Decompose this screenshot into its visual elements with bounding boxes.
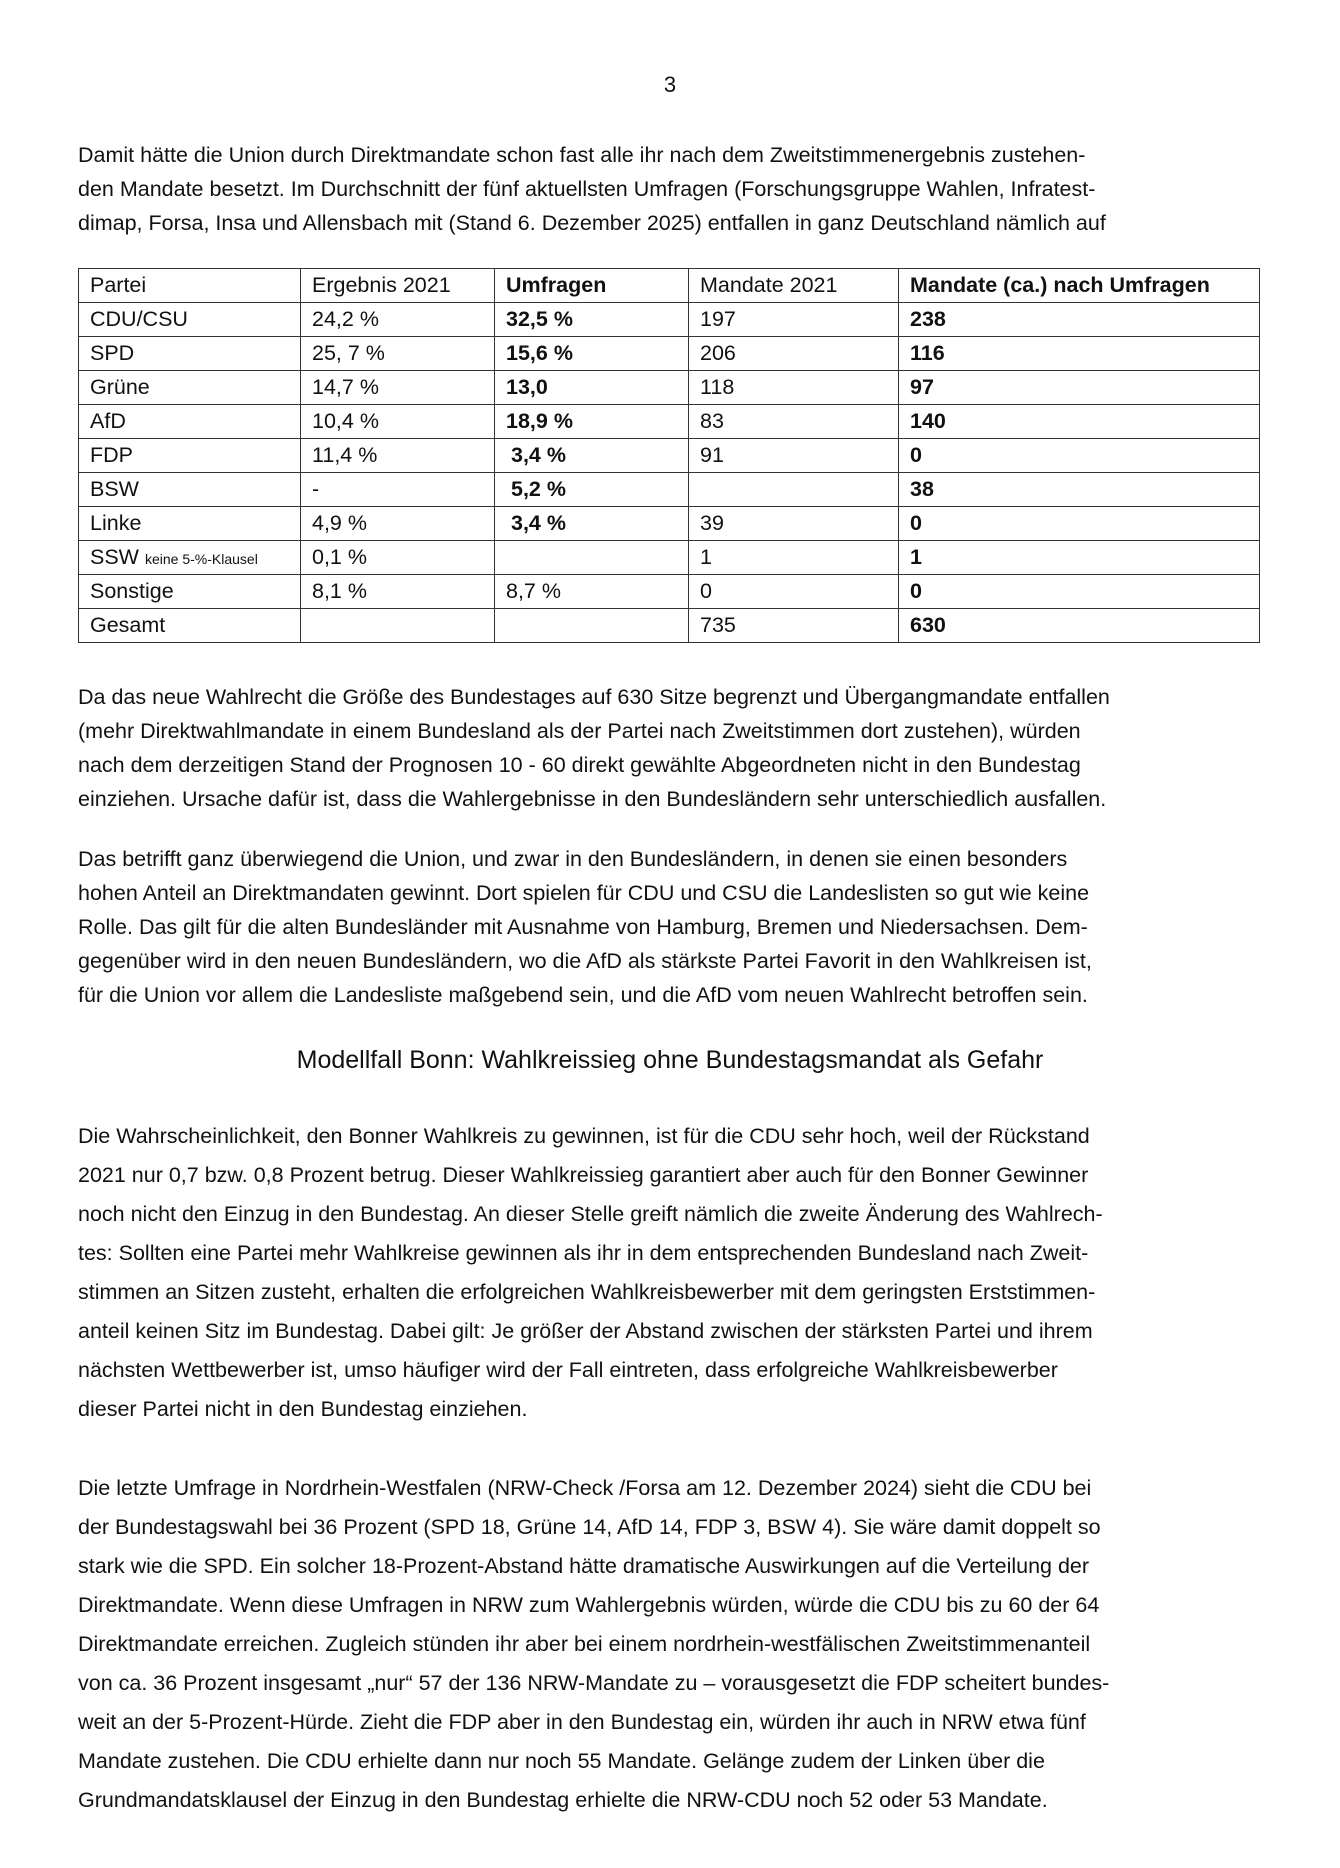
page-number: 3 xyxy=(663,72,677,97)
cell-ergebnis: 14,7 % xyxy=(301,371,495,405)
header-umfragen: Umfragen xyxy=(495,269,689,303)
cell-mandate-nach: 116 xyxy=(899,337,1260,371)
text-line: nach dem derzeitigen Stand der Prognosen 10 - 60 direkt gewählte Abgeordneten nicht in den Bundestag xyxy=(78,753,1081,777)
text-line: nächsten Wettbewerber ist, umso häufiger wird der Fall eintreten, dass erfolgreiche Wahlkreisbewerber xyxy=(78,1358,1058,1382)
header-ergebnis-2021: Ergebnis 2021 xyxy=(301,269,495,303)
cell-mandate-nach: 97 xyxy=(899,371,1260,405)
cell-party: Sonstige xyxy=(79,575,301,609)
text-line: von ca. 36 Prozent insgesamt „nur“ 57 der 136 NRW-Mandate zu – vorausgesetzt die FDP scheitert bundes- xyxy=(78,1671,1110,1695)
cell-party: Linke xyxy=(79,507,301,541)
section-heading: Modellfall Bonn: Wahlkreissieg ohne Bundestagsmandat als Gefahr xyxy=(296,1046,1044,1074)
cell-party: SSW xyxy=(90,545,139,569)
table-header-row xyxy=(79,269,1260,303)
text-line: weit an der 5-Prozent-Hürde. Zieht die FDP aber in den Bundestag ein, würden ihr auch in NRW etwa fünf xyxy=(78,1710,1086,1734)
cell-umfragen: 15,6 % xyxy=(495,337,689,371)
seat-projection-table xyxy=(78,268,1260,643)
cell-ergebnis: - xyxy=(301,473,495,507)
text-line: dieser Partei nicht in den Bundestag einziehen. xyxy=(78,1397,528,1421)
cell-mandate-nach: 0 xyxy=(899,439,1260,473)
header-mandate-2021: Mandate 2021 xyxy=(689,269,899,303)
cell-ergebnis: 25, 7 % xyxy=(301,337,495,371)
intro-paragraph xyxy=(78,138,1268,240)
cell-party-with-note xyxy=(79,541,301,575)
cell-mandate-nach: 1 xyxy=(899,541,1260,575)
cell-mandate-2021: 91 xyxy=(689,439,899,473)
cell-mandate-nach: 140 xyxy=(899,405,1260,439)
cell-umfragen: 13,0 xyxy=(495,371,689,405)
text-line: Direktmandate erreichen. Zugleich stünden ihr aber bei einem nordrhein-westfälischen Zweitstimmenanteil xyxy=(78,1632,1091,1656)
text-line: stark wie die SPD. Ein solcher 18-Prozent-Abstand hätte dramatische Auswirkungen auf die Verteilung der xyxy=(78,1554,1090,1578)
clause-note: keine 5-%-Klausel xyxy=(144,551,258,567)
text-line: Damit hätte die Union durch Direktmandate schon fast alle ihr nach dem Zweitstimmenergebnis zustehen- xyxy=(78,143,1086,167)
cell-mandate-2021: 0 xyxy=(689,575,899,609)
text-line: hohen Anteil an Direktmandaten gewinnt. Dort spielen für CDU und CSU die Landeslisten so gut wie keine xyxy=(78,881,1090,905)
text-line: den Mandate besetzt. Im Durchschnitt der fünf aktuellsten Umfragen (Forschungsgruppe Wahlen, Infratest- xyxy=(78,177,1096,201)
text-line: Da das neue Wahlrecht die Größe des Bundestages auf 630 Sitze begrenzt und Übergangmandate entfallen xyxy=(78,685,1110,709)
text-line: 2021 nur 0,7 bzw. 0,8 Prozent betrug. Dieser Wahlkreissieg garantiert aber auch für den Bonner Gewinner xyxy=(78,1163,1089,1187)
text-line: Rolle. Das gilt für die alten Bundesländer mit Ausnahme von Hamburg, Bremen und Niedersachsen. Dem- xyxy=(78,915,1088,939)
table-row xyxy=(79,473,1260,507)
cell-umfragen xyxy=(495,541,689,575)
paragraph-union xyxy=(78,842,1268,1012)
cell-party: Grüne xyxy=(79,371,301,405)
cell-mandate-2021 xyxy=(689,473,899,507)
cell-umfragen: 18,9 % xyxy=(495,405,689,439)
table-row xyxy=(79,541,1260,575)
table-row xyxy=(79,507,1260,541)
cell-ergebnis xyxy=(301,609,495,643)
table-row xyxy=(79,609,1260,643)
text-line: Direktmandate. Wenn diese Umfragen in NRW zum Wahlergebnis würden, würde die CDU bis zu 60 der 64 xyxy=(78,1593,1100,1617)
cell-umfragen xyxy=(495,609,689,643)
text-line: für die Union vor allem die Landesliste maßgebend sein, und die AfD vom neuen Wahlrecht betroffen sein. xyxy=(78,983,1088,1007)
text-line: Das betrifft ganz überwiegend die Union, und zwar in den Bundesländern, in denen sie einen besonders xyxy=(78,847,1068,871)
cell-mandate-2021: 197 xyxy=(689,303,899,337)
paragraph-bonn xyxy=(78,1117,1268,1429)
cell-party: CDU/CSU xyxy=(79,303,301,337)
cell-umfragen: 32,5 % xyxy=(495,303,689,337)
text-line: Die letzte Umfrage in Nordrhein-Westfalen (NRW-Check /Forsa am 12. Dezember 2024) sieht die CDU bei xyxy=(78,1476,1092,1500)
cell-mandate-nach: 38 xyxy=(899,473,1260,507)
text-line: anteil keinen Sitz im Bundestag. Dabei gilt: Je größer der Abstand zwischen der stärksten Partei und ihrem xyxy=(78,1319,1093,1343)
text-line: stimmen an Sitzen zusteht, erhalten die erfolgreichen Wahlkreisbewerber mit dem geringsten Erststimmen- xyxy=(78,1280,1096,1304)
cell-ergebnis: 4,9 % xyxy=(301,507,495,541)
cell-mandate-2021: 39 xyxy=(689,507,899,541)
cell-mandate-2021: 206 xyxy=(689,337,899,371)
text-line: einziehen. Ursache dafür ist, dass die Wahlergebnisse in den Bundesländern sehr unterschiedlich ausfallen. xyxy=(78,787,1107,811)
cell-party: Gesamt xyxy=(79,609,301,643)
text-line: noch nicht den Einzug in den Bundestag. An dieser Stelle greift nämlich die zweite Änderung des Wahlrech- xyxy=(78,1202,1103,1226)
table-row xyxy=(79,405,1260,439)
text-line: (mehr Direktwahlmandate in einem Bundesland als der Partei nach Zweitstimmen dort zustehen), würden xyxy=(78,719,1081,743)
table-row xyxy=(79,439,1260,473)
table-row xyxy=(79,575,1260,609)
text-line: der Bundestagswahl bei 36 Prozent (SPD 18, Grüne 14, AfD 14, FDP 3, BSW 4). Sie wäre damit doppelt so xyxy=(78,1515,1101,1539)
text-line: tes: Sollten eine Partei mehr Wahlkreise gewinnen als ihr in dem entsprechenden Bundesland nach Zweit- xyxy=(78,1241,1089,1265)
cell-ergebnis: 11,4 % xyxy=(301,439,495,473)
cell-ergebnis: 24,2 % xyxy=(301,303,495,337)
cell-party: BSW xyxy=(79,473,301,507)
text-line: gegenüber wird in den neuen Bundesländern, wo die AfD als stärkste Partei Favorit in den Wahlkreisen ist, xyxy=(78,949,1092,973)
cell-mandate-nach: 630 xyxy=(899,609,1260,643)
text-line: dimap, Forsa, Insa und Allensbach mit (Stand 6. Dezember 2025) entfallen in ganz Deutschland nämlich auf xyxy=(78,211,1106,235)
cell-umfragen: 5,2 % xyxy=(495,473,689,507)
cell-ergebnis: 0,1 % xyxy=(301,541,495,575)
cell-mandate-nach: 0 xyxy=(899,507,1260,541)
text-line: Die Wahrscheinlichkeit, den Bonner Wahlkreis zu gewinnen, ist für die CDU sehr hoch, weil der Rückstand xyxy=(78,1124,1090,1148)
cell-ergebnis: 8,1 % xyxy=(301,575,495,609)
table-row xyxy=(79,371,1260,405)
cell-mandate-nach: 238 xyxy=(899,303,1260,337)
text-line: Mandate zustehen. Die CDU erhielte dann nur noch 55 Mandate. Gelänge zudem der Linken über die xyxy=(78,1749,1045,1773)
table-row xyxy=(79,303,1260,337)
cell-umfragen: 3,4 % xyxy=(495,507,689,541)
header-mandate-nach-umfragen: Mandate (ca.) nach Umfragen xyxy=(899,269,1260,303)
cell-mandate-2021: 118 xyxy=(689,371,899,405)
cell-party: FDP xyxy=(79,439,301,473)
cell-umfragen: 8,7 % xyxy=(495,575,689,609)
cell-party: AfD xyxy=(79,405,301,439)
header-partei: Partei xyxy=(79,269,301,303)
paragraph-nrw xyxy=(78,1469,1268,1820)
cell-party: SPD xyxy=(79,337,301,371)
cell-ergebnis: 10,4 % xyxy=(301,405,495,439)
cell-mandate-nach: 0 xyxy=(899,575,1260,609)
cell-mandate-2021: 735 xyxy=(689,609,899,643)
cell-umfragen: 3,4 % xyxy=(495,439,689,473)
cell-mandate-2021: 83 xyxy=(689,405,899,439)
text-line: Grundmandatsklausel der Einzug in den Bundestag erhielte die NRW-CDU noch 52 oder 53 Mandate. xyxy=(78,1788,1048,1812)
table-row xyxy=(79,337,1260,371)
paragraph-wahlrecht xyxy=(78,680,1268,816)
cell-mandate-2021: 1 xyxy=(689,541,899,575)
